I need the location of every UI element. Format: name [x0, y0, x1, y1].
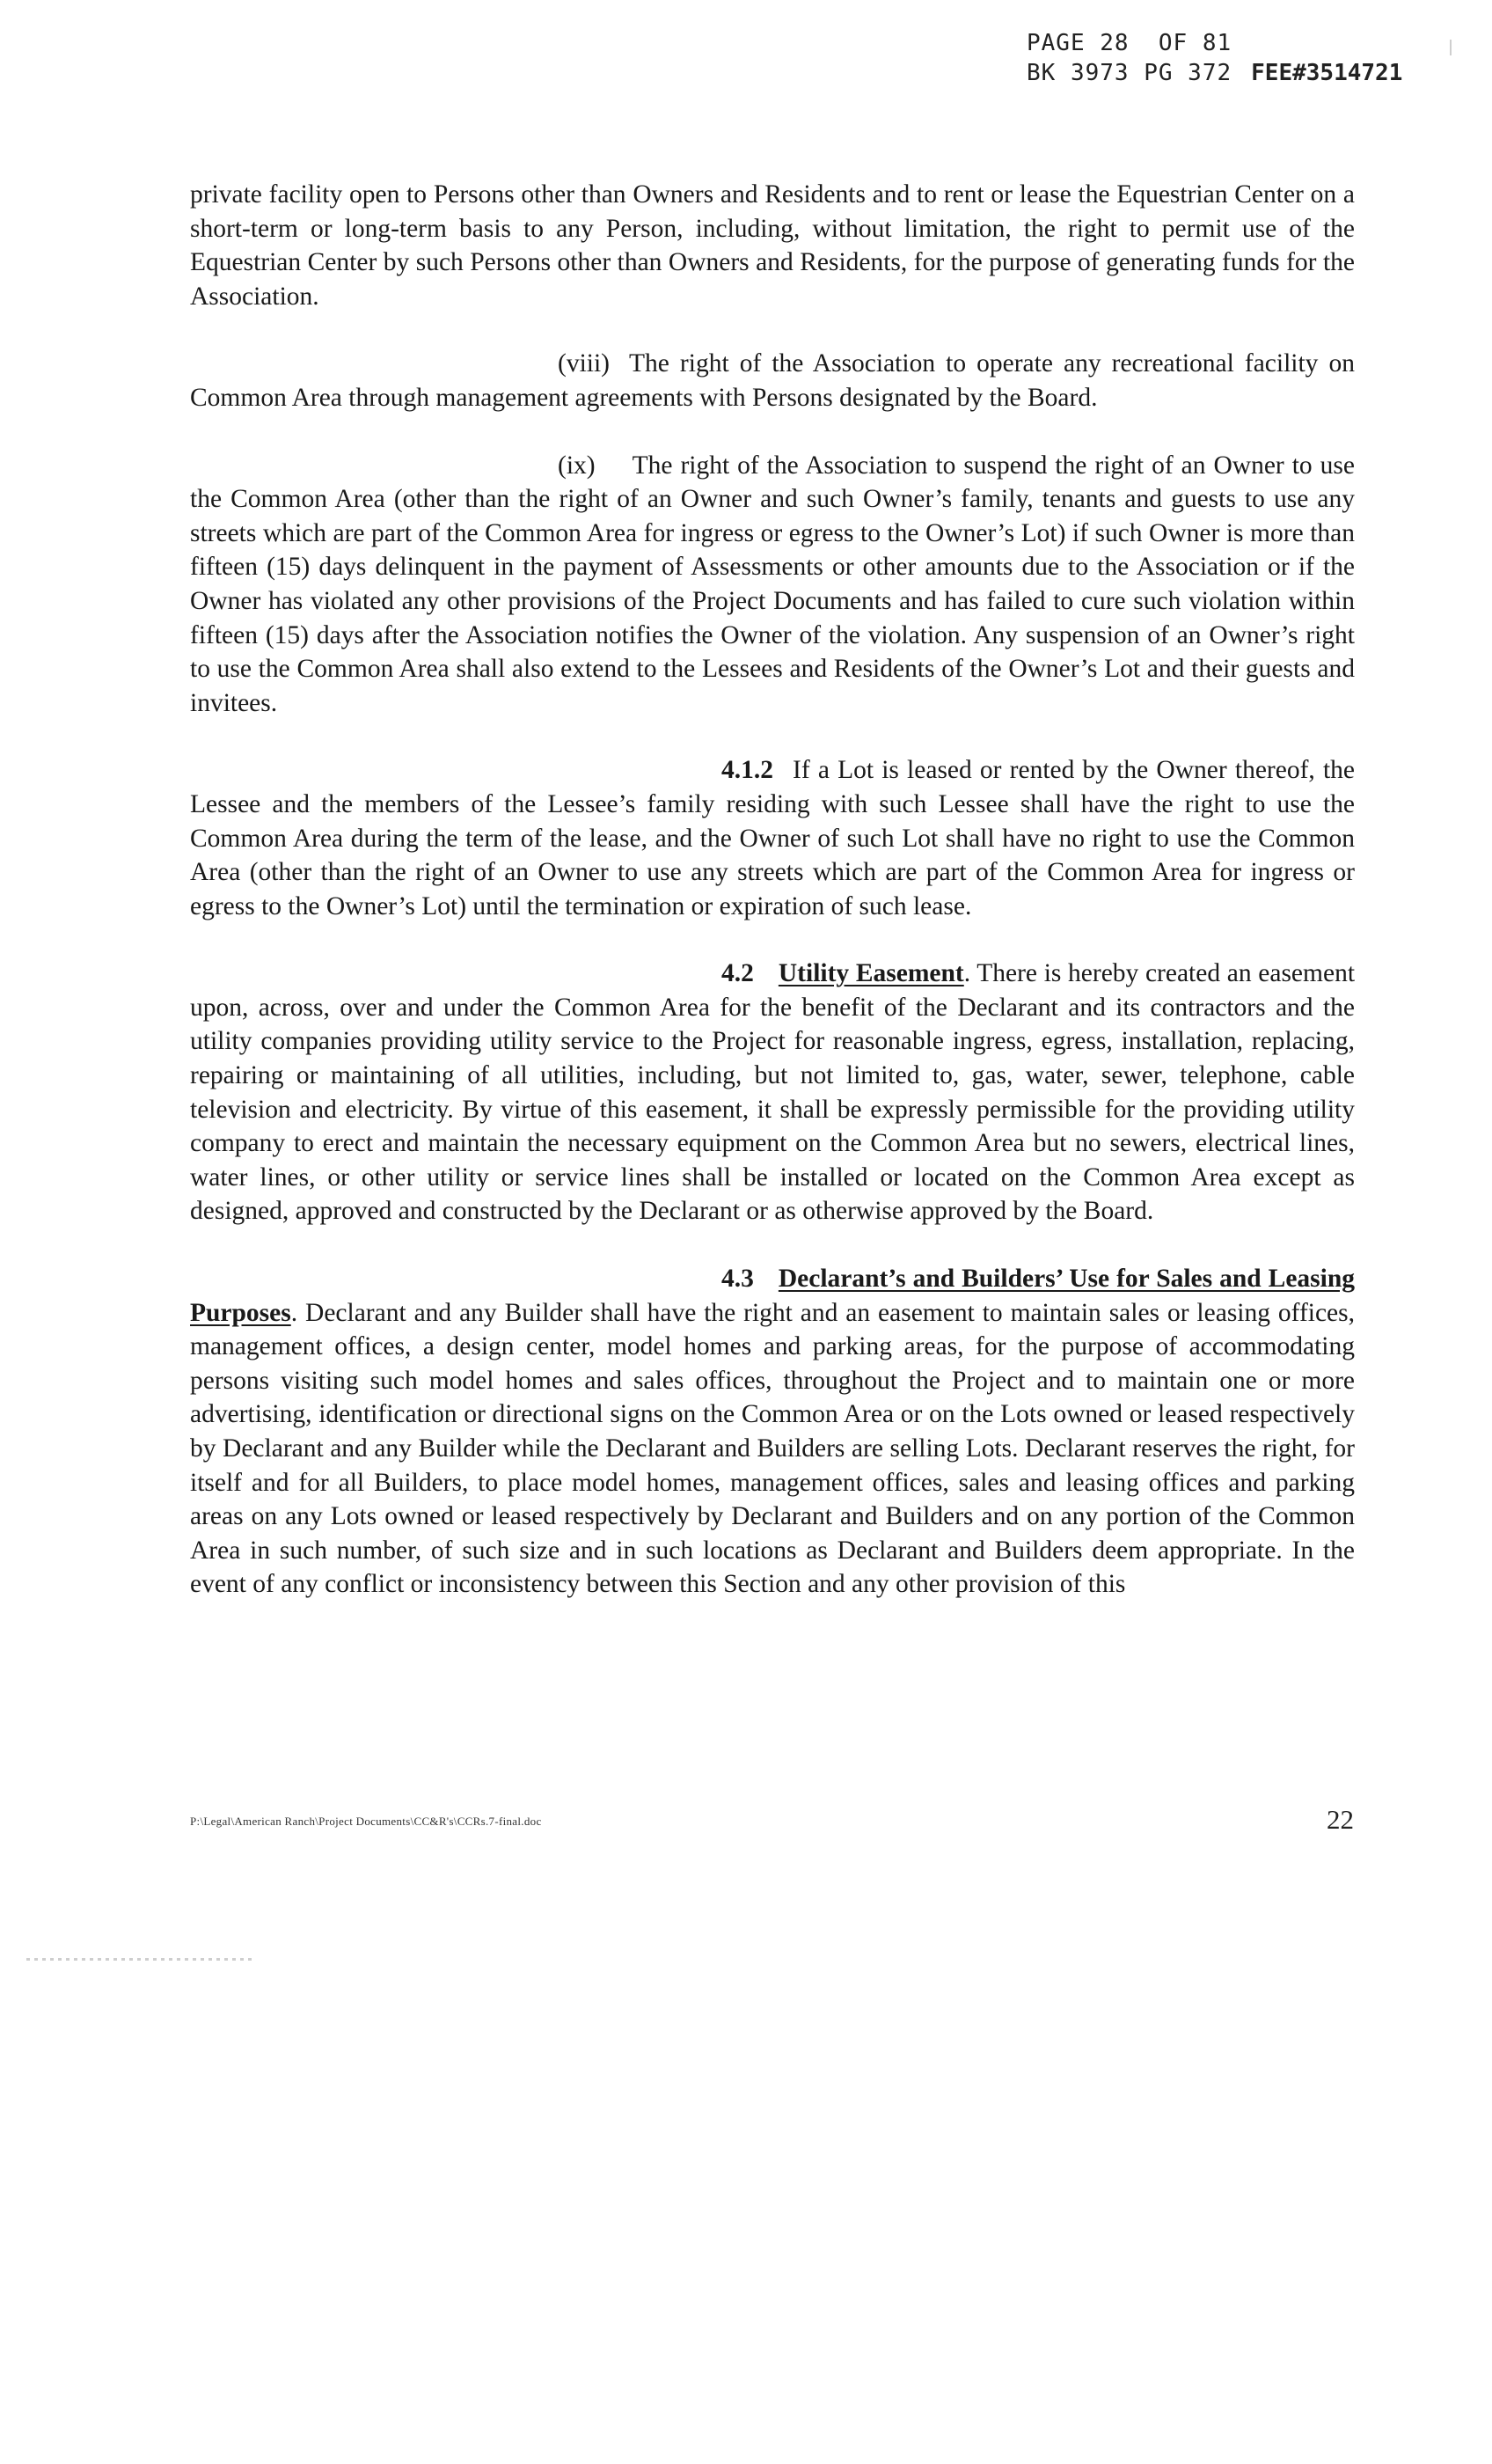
- recording-book-page: BK 3973 PG 372: [1027, 60, 1232, 86]
- section-4-1-2-number: 4.1.2: [721, 756, 773, 785]
- paragraph-continuation-text: private facility open to Persons other than Owners and Residents and to rent or lease the Equestrian Center on a short-term or long-term basis to any Person, including, without limitation, the right to permit use of the Equestrian Center by such Persons other than Owners and Residents, for the purpose of generating funds for the Association.: [190, 180, 1355, 311]
- section-4-3-heading: Declarant’s and Builders’ Use for Sales and Leasing Purposes: [190, 1265, 1355, 1327]
- section-4-2-heading: Utility Easement: [778, 959, 964, 988]
- section-4-2-number: 4.2: [721, 959, 754, 988]
- section-4-3-number: 4.3: [721, 1265, 754, 1294]
- section-4-1-2-text: If a Lot is leased or rented by the Owner thereof, the Lessee and the members of the Lessee’s family residing with such Lessee shall have the right to use the Common Area during the term of the lease, and the Owner of such Lot shall have no right to use the Common Area (other than the right of an Owner to use any streets which are part of the Common Area for ingress or egress to the Owner’s Lot) until the termination or expiration of such lease.: [190, 756, 1355, 920]
- subparagraph-ix: [190, 449, 1355, 721]
- subparagraph-ix-text: The right of the Association to suspend the right of an Owner to use the Common Area (other than the right of an Owner and such Owner’s family, tenants and guests to use any streets which are part of the Common Area for ingress or egress to the Owner’s Lot) if such Owner is more than fifteen (15) days delinquent in the payment of Assessments or other amounts due to the Association or if the Owner has violated any other provisions of the Project Documents and has failed to cure such violation within fifteen (15) days after the Association notifies the Owner of the violation. Any suspension of an Owner’s right to use the Common Area shall also extend to the Lessees and Residents of the Owner’s Lot and their guests and invitees.: [190, 451, 1355, 717]
- recording-page-label: PAGE 28 OF 81: [1027, 30, 1232, 56]
- subparagraph-viii-label: (viii): [558, 349, 610, 378]
- scan-artifact: [26, 1958, 255, 1961]
- scan-edge-mark: [1450, 40, 1452, 55]
- section-4-3: 4.3 Declarant’s and Builders’ Use for Sales and Leasing Purposes. Declarant and any Builder shall have the right and an easement to maintain sales or leasing offices, management offices, a design center, model homes and parking areas, for the purpose of accommodating persons visiting such model homes and sales offices, throughout the Project and to maintain one or more advertising, identification or directional signs on the Common Area or on the Lots owned or leased respectively by Declarant and any Builder while the Declarant and Builders are selling Lots. Declarant reserves the right, for itself and for all Builders, to place model homes, management offices, sales and leasing offices and parking areas on any Lots owned or leased respectively by Declarant and Builders and on any portion of the Common Area in such number, of such size and in such locations as Declarant and Builders deem appropriate. In the event of any conflict or inconsistency between this Section and any other provision of this: [190, 1262, 1355, 1602]
- subparagraph-viii-text: The right of the Association to operate any recreational facility on Common Area through management agreements with Persons designated by the Board.: [190, 349, 1355, 412]
- recording-fee-number: FEE#3514721: [1251, 60, 1403, 86]
- section-4-2: 4.2 Utility Easement. There is hereby created an easement upon, across, over and under the Common Area for the benefit of the Declarant and its contractors and the utility companies providing utility service to the Project for reasonable ingress, egress, installation, replacing, repairing or maintaining of all utilities, including, but not limited to, gas, water, sewer, telephone, cable television and electricity. By virtue of this easement, it shall be expressly permissible for the providing utility company to erect and maintain the necessary equipment on the Common Area but no sewers, electrical lines, water lines, or other utility or service lines shall be installed or located on the Common Area except as designed, approved and constructed by the Declarant or as otherwise approved by the Board.: [190, 957, 1355, 1228]
- recording-book-line: [1027, 58, 1402, 88]
- subparagraph-viii: [190, 347, 1355, 414]
- section-4-1-2: [190, 753, 1355, 923]
- section-4-2-text: There is hereby created an easement upon, across, over and under the Common Area for the benefit of the Declarant and its contractors and the utility companies providing utility service to the Project for reasonable ingress, egress, installation, replacing, repairing or maintaining of all utilities, including, but not limited to, gas, water, sewer, telephone, cable television and electricity. By virtue of this easement, it shall be expressly permissible for the providing utility company to erect and maintain the necessary equipment on the Common Area but no sewers, electrical lines, water lines, or other utility or service lines shall be installed or located on the Common Area except as designed, approved and constructed by the Declarant or as otherwise approved by the Board.: [190, 959, 1356, 1226]
- section-4-3-text: Declarant and any Builder shall have the right and an easement to maintain sales or leasing offices, management offices, a design center, model homes and parking areas, for the purpose of accommodating persons visiting such model homes and sales offices, throughout the Project and to maintain one or more advertising, identification or directional signs on the Common Area or on the Lots owned or leased respectively by Declarant and any Builder while the Declarant and Builders are selling Lots. Declarant reserves the right, for itself and for all Builders, to place model homes, management offices, sales and leasing offices and parking areas on any Lots owned or leased respectively by Declarant and Builders and on any portion of the Common Area in such number, of such size and in such locations as Declarant and Builders deem appropriate. In the event of any conflict or inconsistency between this Section and any other provision of this: [190, 1298, 1356, 1599]
- subparagraph-ix-label: (ix): [558, 451, 596, 480]
- footer-file-path: P:\Legal\American Ranch\Project Documents\CC&R's\CCRs.7-final.doc: [190, 1815, 542, 1828]
- page-number: 22: [1327, 1804, 1354, 1835]
- document-body: [190, 178, 1355, 1635]
- paragraph-continuation: [190, 178, 1355, 313]
- recording-stamp: [1027, 28, 1402, 88]
